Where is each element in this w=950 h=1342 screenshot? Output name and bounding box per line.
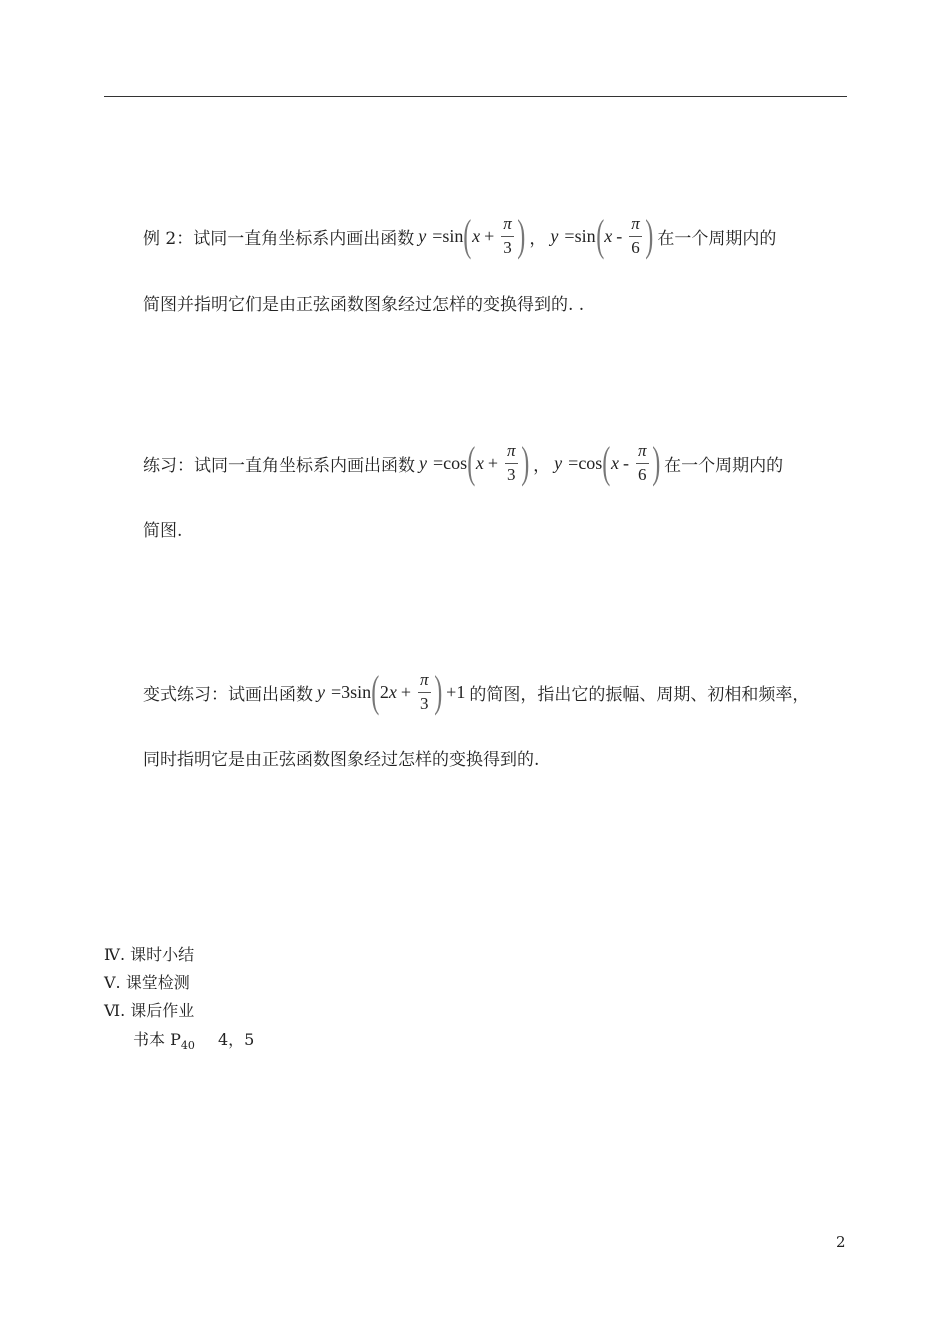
- practice-suffix: 在一个周期内的: [664, 455, 784, 476]
- f-eq: =: [433, 452, 444, 473]
- f-op: +: [484, 225, 495, 246]
- frac-num: π: [629, 215, 642, 237]
- frac-num: π: [505, 442, 518, 464]
- header-rule: [104, 96, 847, 97]
- f-lhs: y: [419, 452, 427, 473]
- section-check: Ⅴ. 课堂检测: [104, 973, 190, 992]
- homework-item: [133, 1027, 254, 1052]
- frac-num: π: [418, 671, 431, 693]
- f-fn: sin: [574, 225, 596, 246]
- example2-suffix: 在一个周期内的: [657, 228, 777, 249]
- right-paren: ): [520, 438, 529, 487]
- fraction: [505, 442, 518, 484]
- f-fn: sin: [350, 681, 372, 702]
- right-paren: ): [433, 667, 442, 716]
- left-paren: (: [371, 667, 380, 716]
- formula-cos-plus: [419, 438, 529, 487]
- f-fn: sin: [442, 225, 464, 246]
- f-lhs: y: [317, 681, 325, 702]
- f-var: x: [472, 225, 481, 246]
- right-paren: ): [651, 438, 660, 487]
- left-paren: (: [595, 211, 604, 260]
- left-paren: (: [602, 438, 611, 487]
- left-paren: (: [467, 438, 476, 487]
- fraction: [629, 215, 642, 257]
- f-op: +: [487, 452, 498, 473]
- f-var: x: [604, 225, 613, 246]
- f-eq: =: [432, 225, 443, 246]
- section-homework: Ⅵ. 课后作业: [104, 1001, 195, 1020]
- section-summary: Ⅳ. 课时小结: [104, 945, 195, 964]
- right-paren: ): [517, 211, 526, 260]
- frac-den: 3: [420, 693, 429, 713]
- frac-num: π: [501, 215, 514, 237]
- practice-line1: [143, 438, 784, 487]
- example2-line2: 简图并指明它们是由正弦函数图象经过怎样的变换得到的. .: [143, 295, 585, 315]
- f-lhs: y: [554, 452, 563, 473]
- f-var: x: [475, 452, 484, 473]
- variant-line2: 同时指明它是由正弦函数图象经过怎样的变换得到的.: [143, 750, 540, 770]
- f-lhs: y: [550, 225, 559, 246]
- example2-prefix: 例 2：试同一直角坐标系内画出函数: [143, 228, 415, 249]
- f-eq: =: [331, 681, 342, 702]
- frac-den: 6: [637, 464, 647, 484]
- formula-sin-minus: [550, 211, 654, 260]
- homework-page-sub: 40: [180, 1039, 195, 1053]
- example2-line1: [143, 211, 777, 260]
- fraction: [418, 671, 431, 713]
- right-paren: ): [645, 211, 654, 260]
- page-number: 2: [836, 1233, 846, 1251]
- variant-line1: [143, 667, 810, 716]
- f-op: -: [622, 452, 629, 473]
- f-eq: =: [564, 225, 575, 246]
- practice-prefix: 练习：试同一直角坐标系内画出函数: [143, 455, 415, 476]
- homework-numbers: 4，5: [217, 1030, 255, 1049]
- f-lhs: y: [418, 225, 427, 246]
- left-paren: (: [463, 211, 472, 260]
- frac-num: π: [636, 442, 649, 464]
- f-coef: 3: [341, 681, 351, 702]
- variant-suffix: 的简图，指出它的振幅、周期、初相和频率，: [469, 684, 810, 705]
- homework-text: 书本 P: [133, 1030, 181, 1049]
- f-eq: =: [568, 452, 579, 473]
- fraction: [636, 442, 649, 484]
- formula-3sin: [317, 667, 466, 716]
- fraction: [501, 215, 514, 257]
- f-var: x: [610, 452, 619, 473]
- f-op: +: [400, 681, 411, 702]
- f-inner-coef: 2: [379, 681, 389, 702]
- f-tail: +1: [446, 681, 466, 702]
- frac-den: 6: [631, 237, 640, 257]
- f-op: -: [616, 225, 623, 246]
- frac-den: 3: [506, 464, 516, 484]
- formula-sin-plus: [418, 211, 526, 260]
- separator: ，: [533, 455, 551, 476]
- formula-cos-minus: [554, 438, 660, 487]
- frac-den: 3: [503, 237, 512, 257]
- f-fn: cos: [443, 452, 468, 473]
- f-var: x: [388, 681, 397, 702]
- variant-prefix: 变式练习：试画出函数: [143, 684, 313, 705]
- f-fn: cos: [578, 452, 603, 473]
- separator: ，: [529, 228, 547, 249]
- practice-line2: 简图.: [143, 521, 183, 541]
